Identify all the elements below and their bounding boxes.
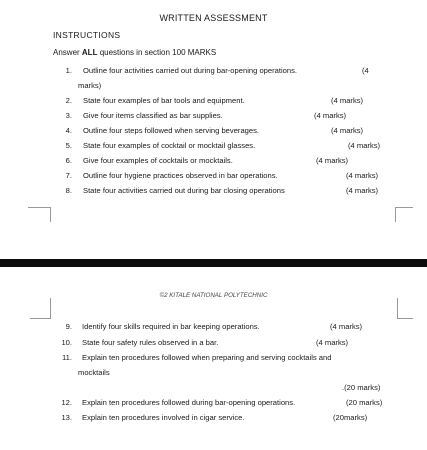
question-text: Outline four activities carried out during bar-opening operations. (83, 66, 298, 75)
question-number: 12. (61, 398, 72, 407)
question-marks: (4 marks) (316, 338, 349, 347)
question-marks: (20marks) (333, 413, 368, 422)
question-marks-wrap: marks) (78, 81, 102, 90)
question-number: 8. (65, 186, 72, 195)
question-text: Explain ten procedures followed during bar-opening operations. (82, 398, 296, 407)
question-text: State four examples of cocktail or mocktail glasses. (83, 141, 256, 150)
document-title: WRITTEN ASSESSMENT (159, 13, 268, 23)
question-text: Explain ten procedures involved in cigar service. (82, 413, 245, 422)
question-number: 13. (61, 413, 72, 422)
question-text-wrap: mocktails (78, 368, 110, 377)
question-number: 6. (65, 156, 72, 165)
question-text: Outline four hygiene practices observed in bar operations. (83, 171, 278, 180)
page-corner-mark-left (28, 207, 51, 222)
question-marks: (4 marks) (316, 156, 349, 165)
answer-prefix: Answer (53, 48, 82, 57)
answer-all-emphasis: ALL (81, 48, 98, 57)
question-number: 2. (65, 96, 72, 105)
question-number: 4. (65, 126, 72, 135)
question-marks: (4 marks) (314, 111, 347, 120)
question-text: Give four items classified as bar supplies. (83, 111, 223, 120)
question-text: Give four examples of cocktails or mocktails. (83, 156, 233, 165)
question-marks: (4 marks) (331, 96, 364, 105)
question-number: 5. (65, 141, 72, 150)
question-marks: .(20 marks) (342, 383, 381, 392)
page-corner-mark-left-lower (30, 298, 51, 319)
question-text: Explain ten procedures followed when preparing and serving cocktails and (82, 353, 332, 362)
question-text: State four safety rules observed in a bar. (82, 338, 219, 347)
question-marks: (4 marks) (330, 322, 363, 331)
question-marks: (4 marks) (346, 171, 379, 180)
answer-suffix: questions in section 100 MARKS (97, 48, 217, 57)
question-text: State four examples of bar tools and equipment. (83, 96, 245, 105)
question-number: 3. (65, 111, 72, 120)
question-number: 9. (65, 322, 72, 331)
question-marks: (4 marks) (331, 126, 364, 135)
question-marks: (4 (362, 66, 369, 75)
page-separator-bar (0, 259, 427, 267)
page-corner-mark-right-lower (397, 298, 413, 319)
answer-instruction (53, 48, 216, 57)
page-corner-mark-right (395, 207, 413, 222)
instructions-heading: INSTRUCTIONS (53, 30, 121, 40)
question-number: 10. (61, 338, 72, 347)
question-text: State four activities carried out during bar closing operations (83, 186, 285, 195)
question-text: Outline four steps followed when serving beverages. (83, 126, 260, 135)
question-number: 11. (62, 353, 72, 362)
question-marks: (4 marks) (348, 141, 381, 150)
question-number: 7. (65, 171, 72, 180)
question-marks: (4 marks) (346, 186, 379, 195)
question-text: Identify four skills required in bar keeping operations. (82, 322, 260, 331)
question-number: 1. (65, 66, 72, 75)
copyright-footer: ©2 KITALE NATIONAL POLYTECHNIC (159, 292, 268, 299)
question-marks: (20 marks) (346, 398, 383, 407)
